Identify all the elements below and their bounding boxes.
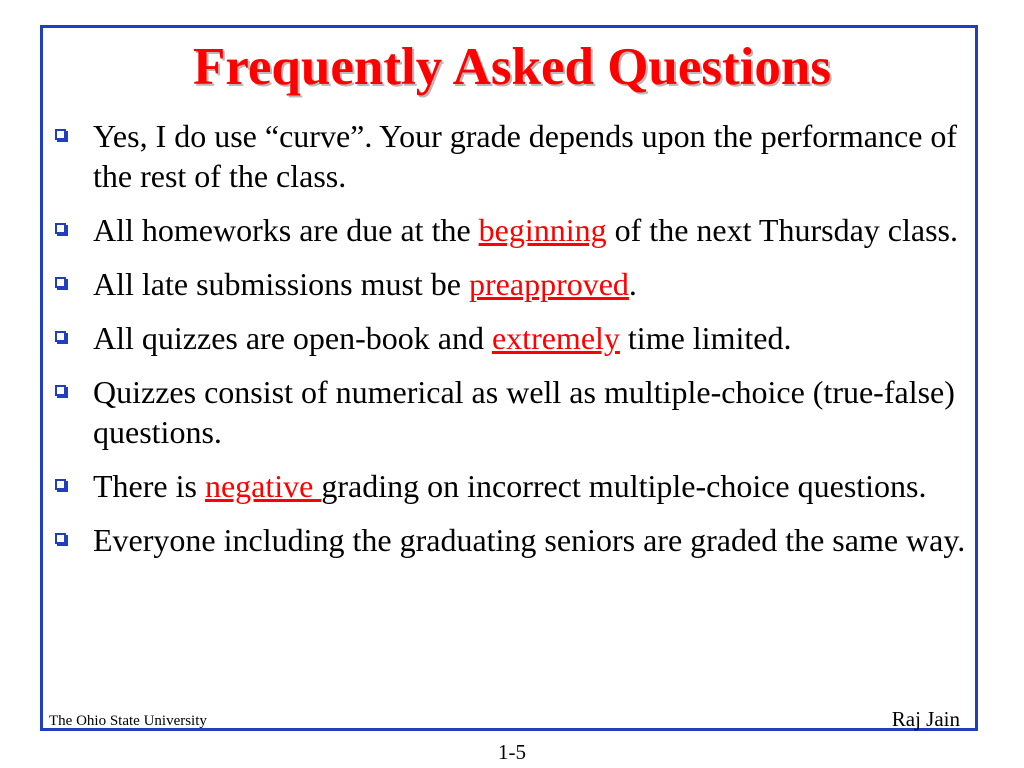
bullet-item bbox=[55, 520, 970, 560]
slide-title: Frequently Asked Questions bbox=[192, 38, 832, 96]
bullet-item bbox=[55, 264, 970, 304]
bullet-text: Quizzes consist of numerical as well as multiple-choice (true-false) questions. bbox=[93, 374, 955, 450]
highlighted-word: beginning bbox=[478, 212, 607, 248]
hollow-square-bullet-icon bbox=[55, 479, 66, 490]
page-number: 1-5 bbox=[498, 740, 526, 764]
bullet-item bbox=[55, 116, 970, 196]
bullet-text: of the next Thursday class. bbox=[606, 212, 958, 248]
hollow-square-bullet-icon bbox=[55, 331, 66, 342]
hollow-square-bullet-icon bbox=[55, 129, 66, 140]
highlighted-word: extremely bbox=[491, 320, 620, 356]
bullet-text: . bbox=[628, 266, 637, 302]
hollow-square-bullet-icon bbox=[55, 277, 66, 288]
bullet-text: Everyone including the graduating seniors are graded the same way. bbox=[93, 522, 966, 558]
hollow-square-bullet-icon bbox=[55, 533, 66, 544]
bullet-text: All homeworks are due at the bbox=[93, 212, 479, 248]
bullet-text: Yes, I do use “curve”. Your grade depends upon the performance of the rest of the class. bbox=[93, 118, 958, 194]
bullet-item bbox=[55, 372, 970, 452]
bullet-text: grading on incorrect multiple-choice questions. bbox=[321, 468, 927, 504]
footer-institution: The Ohio State University bbox=[49, 713, 207, 729]
bullet-text: There is bbox=[93, 468, 205, 504]
bullet-item bbox=[55, 466, 970, 506]
bullet-text: All late submissions must be bbox=[93, 266, 469, 302]
hollow-square-bullet-icon bbox=[55, 385, 66, 396]
bullet-text: time limited. bbox=[619, 320, 792, 356]
bullet-item bbox=[55, 210, 970, 250]
footer-author: Raj Jain bbox=[891, 707, 960, 731]
hollow-square-bullet-icon bbox=[55, 223, 66, 234]
highlighted-word: preapproved bbox=[469, 266, 629, 302]
bullet-text: All quizzes are open-book and bbox=[93, 320, 492, 356]
bullet-list bbox=[55, 116, 970, 574]
highlighted-word: negative bbox=[204, 468, 322, 504]
bullet-item bbox=[55, 318, 970, 358]
